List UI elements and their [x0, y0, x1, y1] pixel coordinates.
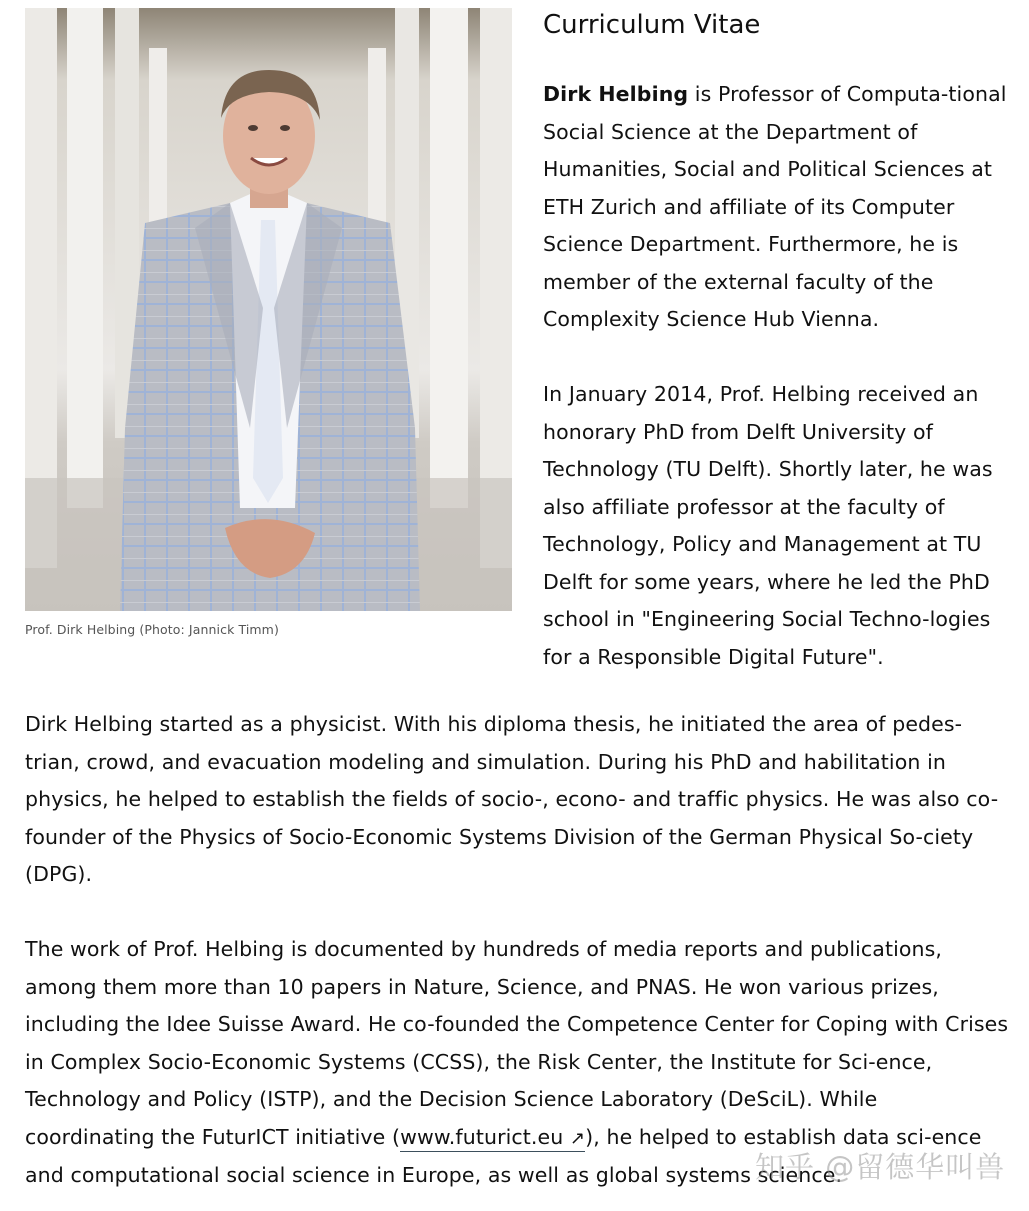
futurict-link-text[interactable]: www.futurict.eu [400, 1124, 564, 1149]
work-text-end: ), he helped to establish data sci-ence and computational social science in Europe, as well as global systems science. [25, 1124, 982, 1187]
watermark: 知乎 @留德华叫兽 [755, 1150, 1006, 1184]
portrait-image [25, 8, 512, 611]
cv-body-column [25, 706, 1010, 1195]
cv-paragraph-work [25, 931, 1010, 1195]
futurict-link[interactable] [400, 1125, 585, 1152]
person-name: Dirk Helbing [543, 82, 689, 106]
photo-caption: Prof. Dirk Helbing (Photo: Jannick Timm) [25, 622, 279, 637]
cv-intro-column [543, 6, 1013, 676]
cv-paragraph-physics: Dirk Helbing started as a physicist. With his diploma thesis, he initiated the area of pedes-trian, crowd, and evacuation modeling and simulation. During his PhD and habilitation in physics, he helped to establish the fields of socio-, econo- and traffic physics. He was also co-founder of the Physics of Socio-Economic Systems Division of the German Physical So-ciety (DPG). [25, 712, 999, 886]
position-text: is Professor of Computa-tional Social Science at the Department of Humanities, Social and Political Sciences at ETH Zurich and affiliate of its Computer Science Department. Furthermore, he is member of the external faculty of the Complexity Science Hub Vienna. [543, 82, 1007, 331]
cv-paragraph-tu-delft: In January 2014, Prof. Helbing received an honorary PhD from Delft University of Technology (TU Delft). Shortly later, he was also affiliate professor at the faculty of Technology, Policy and Management at TU Delft for some years, where he led the PhD school in "Engineering Social Techno-logies for a Responsible Digital Future". [543, 382, 993, 669]
external-link-icon: ↗ [569, 1127, 586, 1149]
cv-paragraph-position [543, 76, 1013, 339]
work-text: The work of Prof. Helbing is documented by hundreds of media reports and publications, among them more than 10 papers in Nature, Science, and PNAS. He won various prizes, including the Idee Suisse Award. He co-founded the Competence Center for Coping with Crises in Complex Socio-Economic Systems (CCSS), the Risk Center, the Institute for Sci-ence, Technology and Policy (ISTP), and the Decision Science Laboratory (DeSciL). While coordinating the FuturICT initiative ( [25, 937, 1009, 1149]
page-title: Curriculum Vitae [543, 10, 761, 40]
portrait-photo [25, 8, 512, 611]
